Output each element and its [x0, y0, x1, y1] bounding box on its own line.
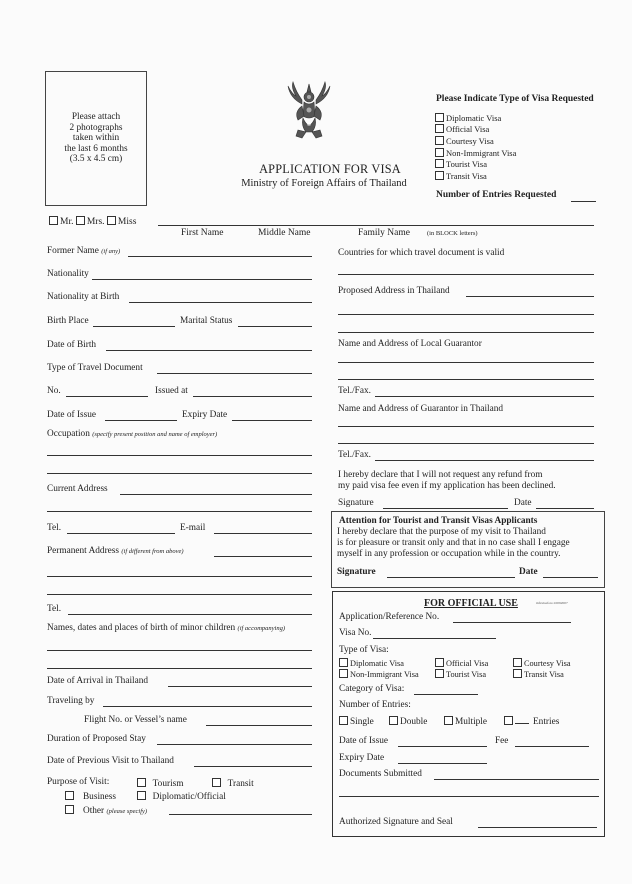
checkbox[interactable]: [65, 791, 74, 800]
refund-declaration-line2: my paid visa fee even if my application has been declined.: [338, 481, 556, 491]
permanent-address-label: [47, 547, 184, 556]
occupation-field-1[interactable]: [47, 455, 312, 456]
date-of-birth-field[interactable]: [106, 350, 312, 351]
full-name-field[interactable]: [158, 225, 594, 226]
nationality-label: Nationality: [47, 269, 89, 279]
option-label: Transit Visa: [524, 670, 564, 679]
proposed-address-label: Proposed Address in Thailand: [338, 286, 450, 296]
expiry-date-label: Expiry Date: [182, 410, 228, 420]
proposed-address-field-1[interactable]: [466, 296, 594, 297]
flight-no-field[interactable]: [206, 725, 312, 726]
category-label: Category of Visa:: [339, 684, 405, 694]
auth-signature-field[interactable]: [478, 827, 597, 828]
expiry-date-field[interactable]: [232, 420, 312, 421]
label-text: Names, dates and places of birth of minor children: [47, 623, 236, 633]
title-mr-label: Mr.: [60, 217, 74, 227]
duration-label: Duration of Proposed Stay: [47, 734, 146, 744]
issued-at-label: Issued at: [155, 386, 188, 396]
attention-line2: is for pleasure or transit only and that in no case shall I engage: [337, 538, 570, 548]
attention-title: Attention for Tourist and Transit Visas Applicants: [339, 516, 538, 526]
entry-multiple[interactable]: [444, 716, 487, 727]
thai-guarantor-field-1[interactable]: [338, 426, 594, 427]
tel-fax2-label: Tel./Fax.: [338, 450, 371, 460]
date-label: Date: [514, 498, 532, 508]
purpose-label: Purpose of Visit:: [47, 777, 110, 787]
children-label: [47, 624, 285, 633]
doc-no-label: No.: [47, 386, 61, 396]
option-label: Entries: [533, 717, 560, 727]
tourist-transit-declaration-box: [331, 511, 605, 588]
official-use-box: [332, 591, 605, 837]
entry-single[interactable]: [339, 716, 374, 727]
option-label: Official Visa: [446, 124, 490, 134]
traveling-by-label: Traveling by: [47, 696, 95, 706]
countries-valid-label: Countries for which travel document is valid: [338, 248, 505, 258]
option-label: Transit Visa: [446, 171, 487, 181]
visa-option-official[interactable]: [435, 124, 489, 134]
tel-label: Tel.: [47, 523, 62, 533]
issued-at-field[interactable]: [193, 396, 312, 397]
nationality-field[interactable]: [92, 279, 312, 280]
date-of-birth-label: Date of Birth: [47, 340, 97, 350]
visa-option-transit[interactable]: [435, 171, 487, 181]
title-selector: [49, 216, 136, 228]
option-label: Tourist Visa: [446, 159, 488, 169]
family-name-label: Family Name: [358, 228, 410, 238]
option-label: Diplomatic Visa: [446, 113, 502, 123]
official-issue-date-field[interactable]: [398, 746, 487, 747]
documents-field-1[interactable]: [434, 779, 599, 780]
purpose-transit[interactable]: [212, 778, 254, 789]
checkbox[interactable]: [137, 791, 146, 800]
travel-doc-type-label: Type of Travel Document: [47, 363, 143, 373]
travel-doc-type-field[interactable]: [157, 373, 312, 374]
visa-no-field[interactable]: [373, 638, 496, 639]
visa-option-courtesy[interactable]: [435, 136, 494, 146]
purpose-diplomatic[interactable]: [137, 791, 226, 802]
checkbox[interactable]: [435, 171, 444, 180]
duration-field[interactable]: [157, 744, 312, 745]
former-name-label: [47, 247, 120, 256]
num-entries-label: Number of Entries:: [339, 700, 411, 710]
option-label: Official Visa: [446, 659, 489, 668]
marital-status-field[interactable]: [238, 326, 312, 327]
occupation-label: [47, 430, 217, 439]
entry-custom[interactable]: [504, 716, 559, 727]
label-text: Occupation: [47, 429, 90, 439]
label-text: Permanent Address: [47, 546, 120, 556]
tel-field[interactable]: [67, 533, 175, 534]
reference-no-field[interactable]: [453, 622, 571, 623]
arrival-date-label: Date of Arrival in Thailand: [47, 676, 149, 686]
option-label: Business: [82, 792, 117, 802]
checkbox[interactable]: [65, 805, 74, 814]
documents-label: Documents Submitted: [339, 769, 422, 779]
entries-requested-field[interactable]: [571, 201, 596, 202]
permanent-address-field-3[interactable]: [47, 594, 312, 595]
tel-fax2-field[interactable]: [375, 460, 594, 461]
garuda-emblem-icon: [284, 80, 334, 150]
checkbox[interactable]: [339, 669, 348, 678]
children-field-2[interactable]: [47, 668, 312, 669]
photo-line: 2 photographs: [69, 122, 123, 133]
fee-field[interactable]: [515, 746, 589, 747]
current-address-field-1[interactable]: [120, 494, 312, 495]
note-text: (if accompanying): [237, 625, 286, 632]
flight-no-label: Flight No. or Vessel’s name: [84, 715, 187, 725]
official-expiry-field[interactable]: [398, 763, 487, 764]
current-address-field-2[interactable]: [47, 511, 312, 512]
marital-status-label: Marital Status: [180, 316, 233, 326]
email-field[interactable]: [214, 533, 312, 534]
option-label: Diplomatic/Official: [152, 792, 226, 802]
current-address-label: Current Address: [47, 484, 108, 494]
checkbox[interactable]: [435, 159, 444, 168]
note-text: (specify present position and name of employer): [92, 431, 218, 438]
entries-requested-label: Number of Entries Requested: [436, 190, 557, 200]
checkbox[interactable]: [389, 716, 398, 725]
checkbox[interactable]: [513, 658, 522, 667]
checkbox-mrs[interactable]: [76, 216, 85, 225]
fee-label: Fee: [495, 736, 509, 746]
date-field[interactable]: [536, 508, 594, 509]
occupation-field-2[interactable]: [47, 473, 312, 474]
email-label: E-mail: [180, 523, 206, 533]
checkbox-mr[interactable]: [49, 216, 58, 225]
visa-no-label: Visa No.: [339, 628, 372, 638]
option-label: Non-Immigrant Visa: [446, 148, 517, 158]
official-visa-diplomatic[interactable]: [339, 658, 404, 668]
signature-field[interactable]: [383, 508, 508, 509]
nationality-birth-field[interactable]: [129, 302, 312, 303]
signature-label: Signature: [338, 498, 374, 508]
checkbox[interactable]: [339, 716, 348, 725]
checkbox[interactable]: [339, 658, 348, 667]
former-name-field[interactable]: [128, 256, 312, 257]
option-label: Courtesy Visa: [524, 659, 571, 668]
checkbox[interactable]: [435, 136, 444, 145]
first-name-label: First Name: [181, 228, 224, 238]
visa-option-diplomatic[interactable]: [435, 113, 501, 123]
middle-name-label: Middle Name: [258, 228, 311, 238]
arrival-date-field[interactable]: [168, 686, 312, 687]
note-text: (if different from above): [121, 548, 184, 555]
checkbox[interactable]: [137, 778, 146, 787]
option-label: Tourism: [152, 779, 184, 789]
page-title: APPLICATION FOR VISA: [259, 162, 401, 176]
title-mrs-label: Mrs.: [86, 217, 105, 227]
block-letters-note: (in BLOCK letters): [427, 230, 478, 237]
checkbox[interactable]: [435, 658, 444, 667]
note-text: (please specify): [106, 808, 148, 815]
checkbox[interactable]: [513, 669, 522, 678]
thai-guarantor-label: Name and Address of Guarantor in Thailand: [338, 404, 504, 414]
type-of-visa-label: Type of Visa:: [339, 645, 389, 655]
tel2-field[interactable]: [68, 614, 312, 615]
tel2-label: Tel.: [47, 604, 62, 614]
checkbox[interactable]: [212, 778, 221, 787]
checkbox[interactable]: [435, 669, 444, 678]
attention-date-label: Date: [519, 567, 538, 577]
documents-field-2[interactable]: [339, 796, 599, 797]
official-visa-non-immigrant[interactable]: [339, 669, 419, 679]
photo-line: (3.5 x 4.5 cm): [69, 154, 123, 165]
option-label: Other: [82, 806, 105, 816]
photo-line: Please attach: [71, 112, 121, 123]
date-of-issue-label: Date of Issue: [47, 410, 97, 420]
entry-count-field[interactable]: [515, 723, 529, 724]
option-label: Single: [350, 717, 374, 727]
attention-line1: I hereby declare that the purpose of my visit to Thailand: [337, 527, 546, 537]
official-expiry-label: Expiry Date: [339, 753, 385, 763]
checkbox[interactable]: [444, 716, 453, 725]
entry-double[interactable]: [389, 716, 427, 727]
birth-place-field[interactable]: [93, 326, 175, 327]
title-miss-label: Miss: [117, 217, 137, 227]
local-guarantor-field-2[interactable]: [338, 379, 594, 380]
option-label: Multiple: [455, 717, 488, 727]
proposed-address-field-2[interactable]: [338, 314, 594, 315]
doc-no-field[interactable]: [66, 396, 148, 397]
visa-type-request-title: Please Indicate Type of Visa Requested: [436, 94, 594, 104]
ministry-subtitle: Ministry of Foreign Affairs of Thailand: [241, 178, 407, 189]
attention-line3: myself in any profession or occupation while in the country.: [337, 549, 561, 559]
attention-signature-field[interactable]: [387, 577, 515, 578]
official-visa-tourist[interactable]: [435, 669, 486, 679]
visa-option-tourist[interactable]: [435, 159, 487, 169]
attention-date-field[interactable]: [543, 577, 598, 578]
option-label: Transit: [227, 779, 254, 789]
checkbox[interactable]: [435, 148, 444, 157]
form-code: mfavisafon=10092007: [536, 601, 568, 605]
date-of-issue-field[interactable]: [105, 420, 177, 421]
birth-place-label: Birth Place: [47, 316, 89, 326]
visa-option-non-immigrant[interactable]: [435, 148, 516, 158]
permanent-address-field-1[interactable]: [214, 556, 312, 557]
proposed-address-field-3[interactable]: [338, 332, 594, 333]
option-label: Diplomatic Visa: [350, 659, 404, 668]
option-label: Tourist Visa: [446, 670, 487, 679]
note-text: (if any): [101, 248, 121, 255]
local-guarantor-label: Name and Address of Local Guarantor: [338, 339, 482, 349]
countries-valid-field[interactable]: [338, 274, 594, 275]
checkbox[interactable]: [435, 124, 444, 133]
photo-line: the last 6 months: [64, 143, 128, 154]
option-label: Courtesy Visa: [446, 136, 494, 146]
tel-fax1-label: Tel./Fax.: [338, 386, 371, 396]
auth-signature-label: Authorized Signature and Seal: [339, 817, 453, 827]
thai-guarantor-field-2[interactable]: [338, 443, 594, 444]
purpose-other[interactable]: [65, 805, 147, 816]
permanent-address-field-2[interactable]: [47, 576, 312, 577]
official-visa-official[interactable]: [435, 658, 488, 668]
children-field-1[interactable]: [47, 650, 312, 651]
photo-line: taken within: [72, 133, 120, 144]
nationality-birth-label: Nationality at Birth: [47, 292, 120, 302]
photo-attachment-box: [45, 71, 147, 206]
refund-declaration-line1: I hereby declare that I will not request any refund from: [338, 470, 543, 480]
official-issue-date-label: Date of Issue: [339, 736, 389, 746]
purpose-business[interactable]: [65, 791, 116, 802]
previous-visit-label: Date of Previous Visit to Thailand: [47, 756, 174, 766]
local-guarantor-field-1[interactable]: [338, 362, 594, 363]
checkbox[interactable]: [435, 113, 444, 122]
traveling-by-field[interactable]: [103, 706, 312, 707]
attention-signature-label: Signature: [337, 567, 376, 577]
category-field[interactable]: [414, 694, 478, 695]
official-use-title: FOR OFFICIAL USE: [424, 598, 518, 609]
label-text: Former Name: [47, 246, 99, 256]
official-visa-courtesy[interactable]: [513, 658, 571, 668]
checkbox[interactable]: [504, 716, 513, 725]
option-label: Non-Immigrant Visa: [350, 670, 419, 679]
previous-visit-field[interactable]: [194, 766, 312, 767]
purpose-tourism[interactable]: [137, 778, 184, 789]
tel-fax1-field[interactable]: [375, 396, 594, 397]
reference-no-label: Application/Reference No.: [339, 612, 440, 622]
official-visa-transit[interactable]: [513, 669, 564, 679]
purpose-other-field[interactable]: [169, 814, 312, 815]
option-label: Double: [400, 717, 428, 727]
checkbox-miss[interactable]: [107, 216, 116, 225]
photo-instructions: [64, 112, 127, 165]
